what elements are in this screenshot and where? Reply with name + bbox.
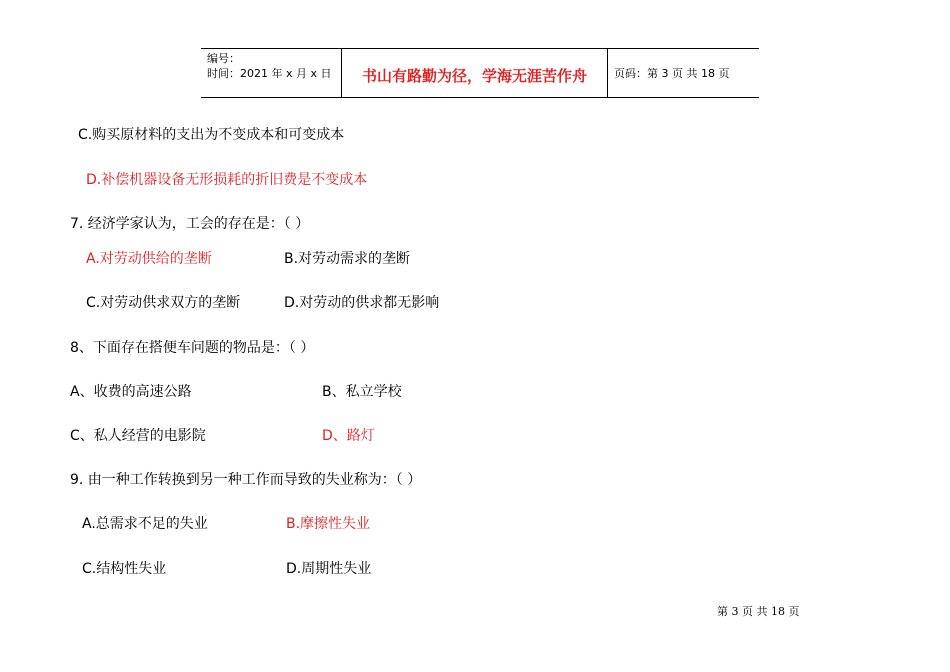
- header-motto-cell: [342, 49, 608, 97]
- motto-text: 书山有路勤为径，学海无涯苦作舟: [361, 67, 587, 85]
- q6-option-c: C.购买原材料的支出为不变成本和可变成本: [78, 127, 345, 143]
- number-label: 编号：: [207, 52, 240, 65]
- q7-question: 7. 经济学家认为，工会的存在是：（ ）: [70, 216, 310, 232]
- header-meta-cell: [201, 49, 342, 97]
- header-page-cell: [608, 49, 759, 97]
- q9-option-a: A.总需求不足的失业: [82, 516, 208, 532]
- q9-question: 9. 由一种工作转换到另一种工作而导致的失业称为：（ ）: [70, 472, 422, 488]
- q9-option-b-answer: B.摩擦性失业: [286, 516, 371, 532]
- q7-option-c: C.对劳动供求双方的垄断: [86, 295, 241, 311]
- q8-option-c: C、私人经营的电影院: [70, 428, 206, 444]
- q7-option-b: B.对劳动需求的垄断: [284, 251, 411, 267]
- date-line: 时间：2021 年 x 月 x 日: [207, 67, 332, 80]
- q9-option-c: C.结构性失业: [82, 561, 167, 577]
- q6-option-d-answer: D.补偿机器设备无形损耗的折旧费是不变成本: [86, 172, 368, 188]
- q7-option-d: D.对劳动的供求都无影响: [284, 295, 440, 311]
- footer-page-number: 第 3 页 共 18 页: [717, 605, 800, 618]
- document-header: [201, 48, 759, 98]
- q7-option-a-answer: A.对劳动供给的垄断: [86, 251, 212, 267]
- q8-option-d-answer: D、路灯: [322, 428, 375, 444]
- q8-option-b: B、私立学校: [322, 384, 402, 400]
- header-page-info: 页码：第 3 页 共 18 页: [614, 67, 730, 80]
- q8-question: 8、下面存在搭便车问题的物品是：（ ）: [70, 340, 315, 356]
- q9-option-d: D.周期性失业: [286, 561, 372, 577]
- q8-option-a: A、收费的高速公路: [70, 384, 192, 400]
